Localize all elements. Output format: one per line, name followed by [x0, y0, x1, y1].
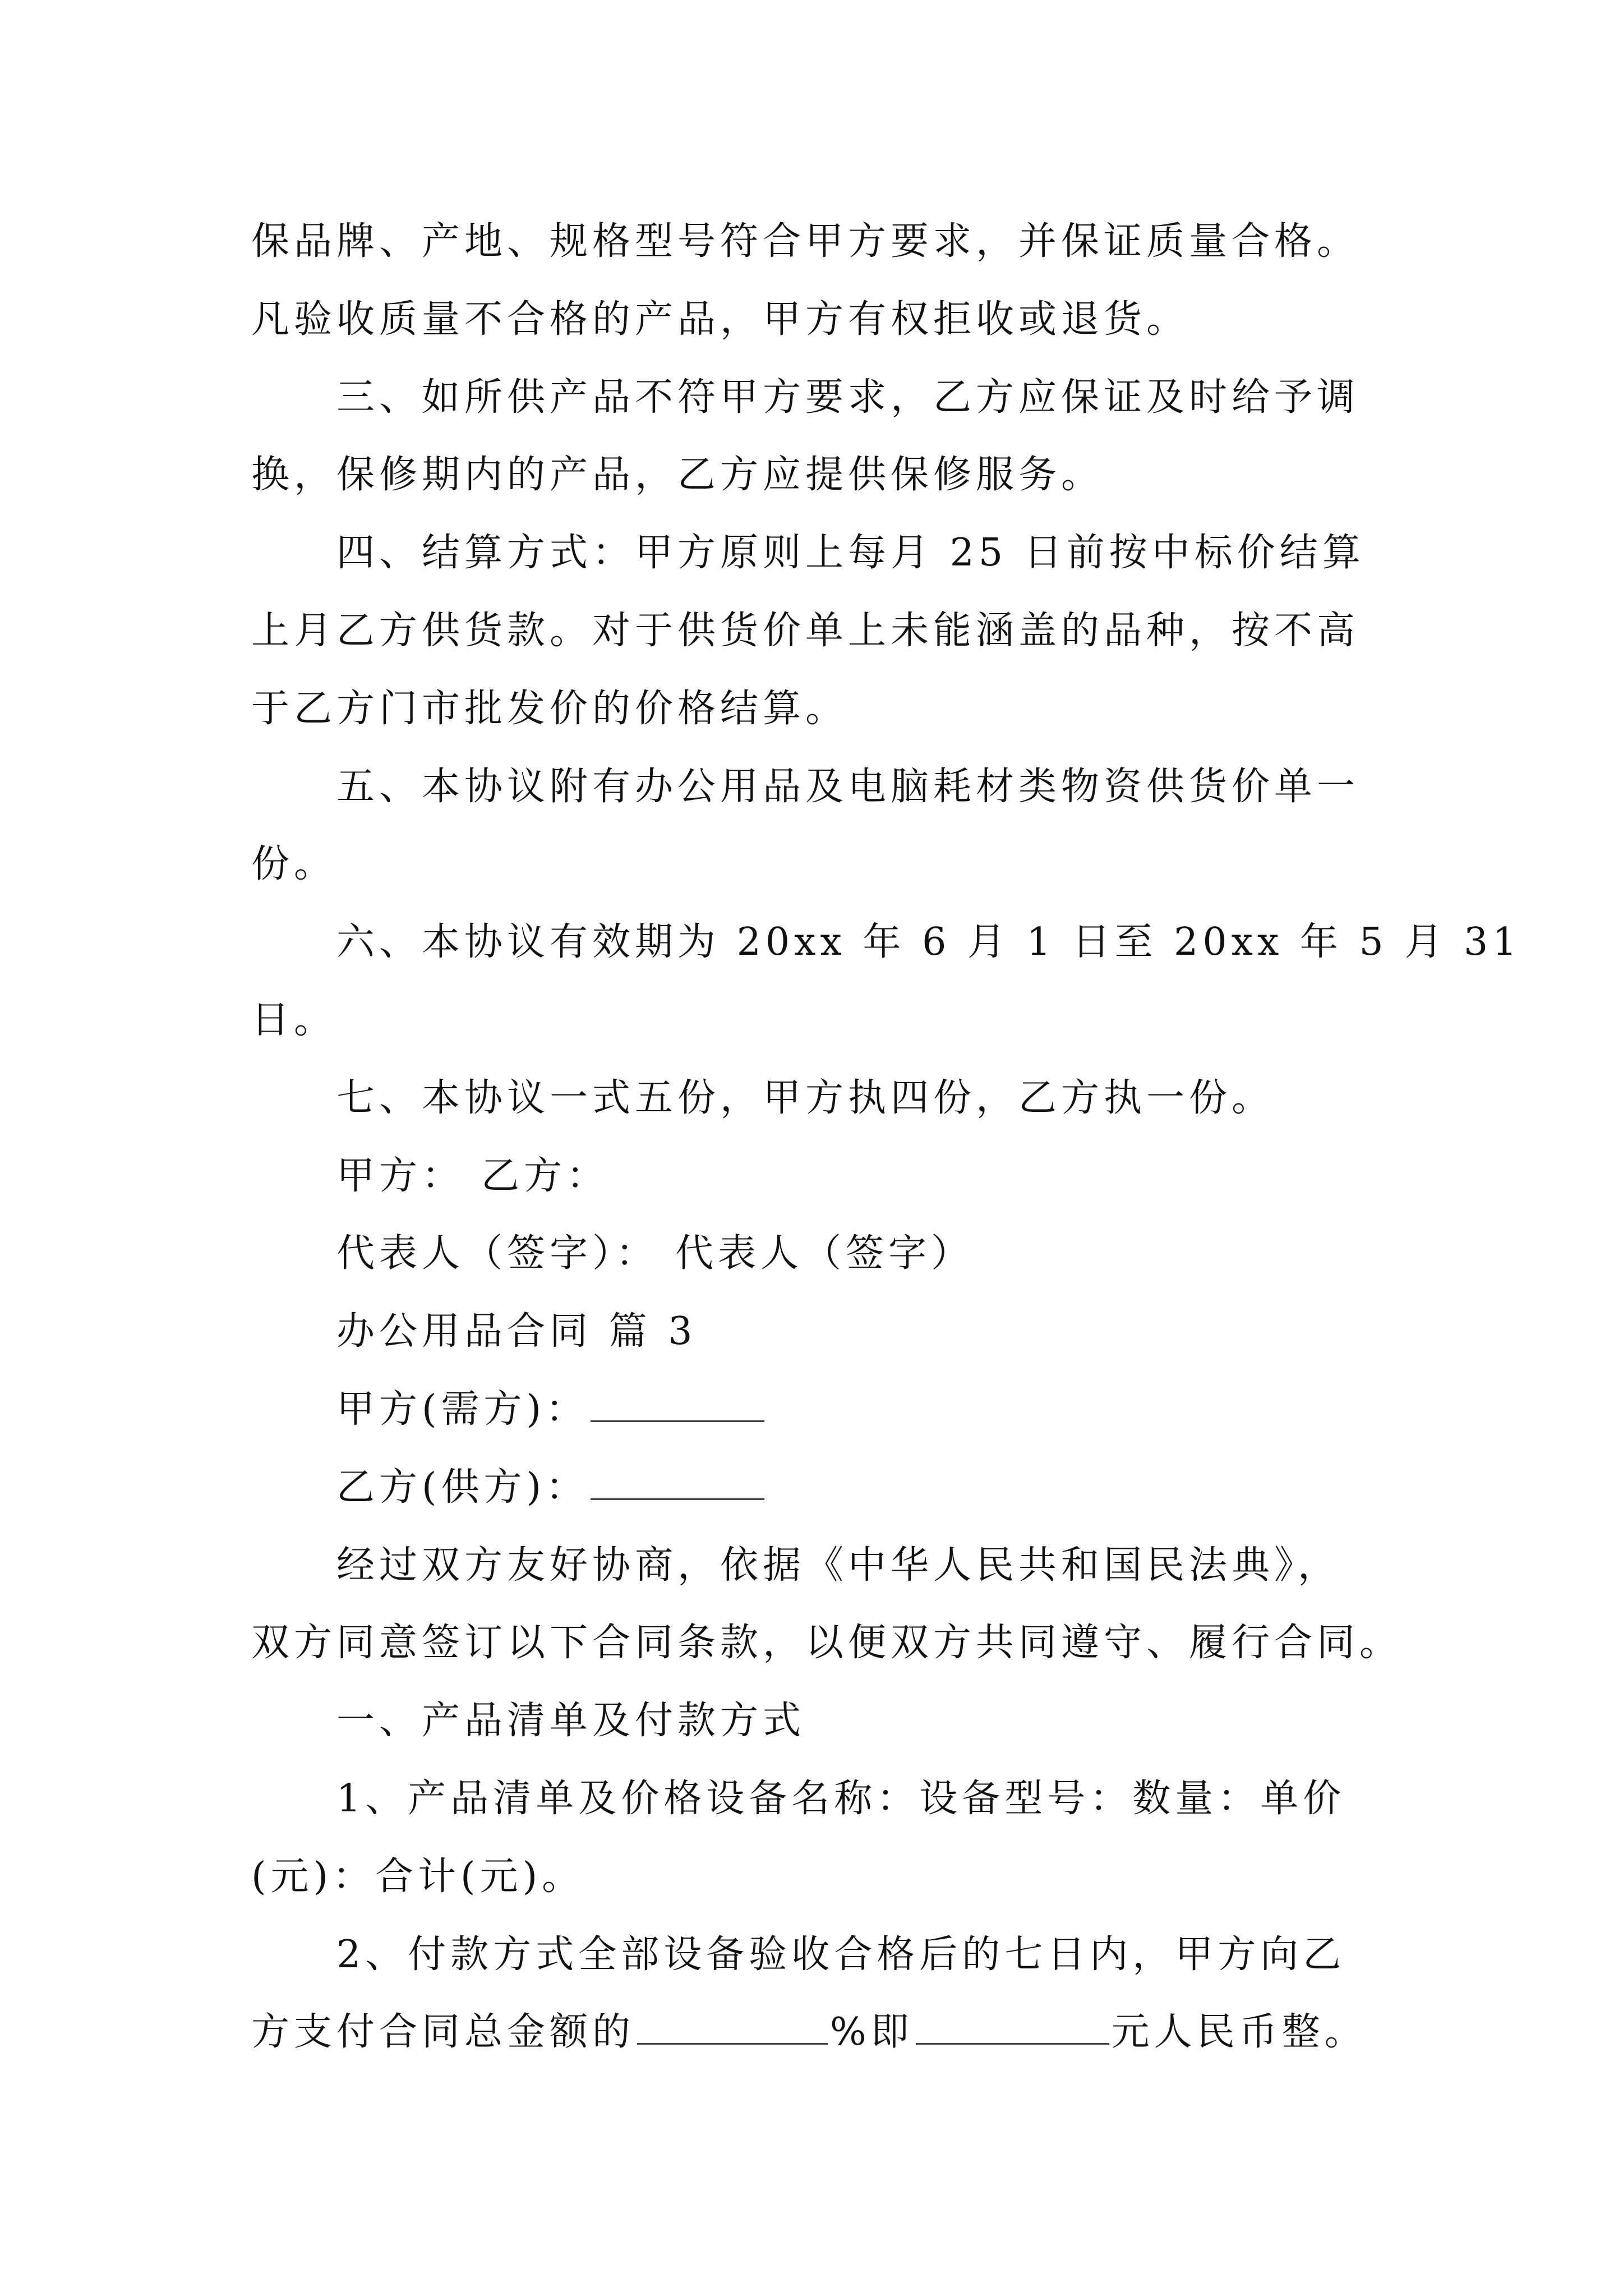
clause-1-2-line — [251, 1994, 1401, 2072]
percent-blank — [637, 2012, 828, 2045]
clause-6-line: 六、本协议有效期为 20xx 年 6 月 1 日至 20xx 年 5 月 31 — [336, 920, 1521, 965]
clause-1-2-line: 2、付款方式全部设备验收合格后的七日内，甲方向乙 — [336, 1932, 1346, 1977]
buyer-line — [251, 1371, 1401, 1449]
clause-1-title: 一、产品清单及付款方式 — [336, 1699, 806, 1743]
seller-label: 乙方(供方)： — [336, 1465, 589, 1510]
intro-line: 经过双方友好协商，依据《中华人民共和国民法典》， — [336, 1543, 1341, 1588]
paragraph-line: 凡验收质量不合格的产品，甲方有权拒收或退货。 — [251, 297, 1189, 342]
clause-1-1-line: (元)：合计(元)。 — [251, 1854, 585, 1899]
buyer-label: 甲方(需方)： — [336, 1387, 589, 1432]
party-a-label: 甲方： — [336, 1153, 465, 1198]
buyer-blank — [591, 1389, 764, 1422]
clause-3-line: 三、如所供产品不符甲方要求，乙方应保证及时给予调 — [336, 375, 1360, 420]
intro-line: 双方同意签订以下合同条款，以便双方共同遵守、履行合同。 — [251, 1621, 1403, 1665]
amount-blank — [916, 2012, 1109, 2045]
signature-parties — [251, 1138, 1401, 1216]
payment-prefix: 方支付合同总金额的 — [251, 2010, 635, 2055]
clause-4-line: 于乙方门市批发价的价格结算。 — [251, 686, 849, 731]
clause-4-line: 四、结算方式：甲方原则上每月 25 日前按中标价结算 — [336, 531, 1365, 576]
section-title: 办公用品合同 篇 3 — [336, 1309, 697, 1354]
seller-line — [251, 1449, 1401, 1527]
party-b-label: 乙方： — [481, 1153, 610, 1198]
rep-a-label: 代表人（签字）： — [336, 1231, 659, 1276]
payment-mid: %即 — [830, 2010, 914, 2055]
paragraph-line: 保品牌、产地、规格型号符合甲方要求，并保证质量合格。 — [251, 219, 1360, 264]
signature-representatives — [251, 1215, 1401, 1293]
payment-suffix: 元人民币整。 — [1111, 2010, 1367, 2055]
clause-7-line: 七、本协议一式五份，甲方执四份，乙方执一份。 — [336, 1075, 1275, 1120]
seller-blank — [591, 1467, 764, 1500]
clause-6-line: 日。 — [251, 997, 337, 1042]
clause-5-line: 五、本协议附有办公用品及电脑耗材类物资供货价单一 — [336, 764, 1360, 809]
clause-3-line: 换，保修期内的产品，乙方应提供保修服务。 — [251, 453, 1104, 498]
clause-5-line: 份。 — [251, 842, 337, 887]
document-body — [251, 203, 1521, 2072]
clause-1-1-line: 1、产品清单及价格设备名称：设备型号：数量：单价 — [336, 1776, 1346, 1821]
rep-b-label: 代表人（签字） — [675, 1231, 974, 1276]
clause-4-line: 上月乙方供货款。对于供货价单上未能涵盖的品种，按不高 — [251, 608, 1360, 653]
